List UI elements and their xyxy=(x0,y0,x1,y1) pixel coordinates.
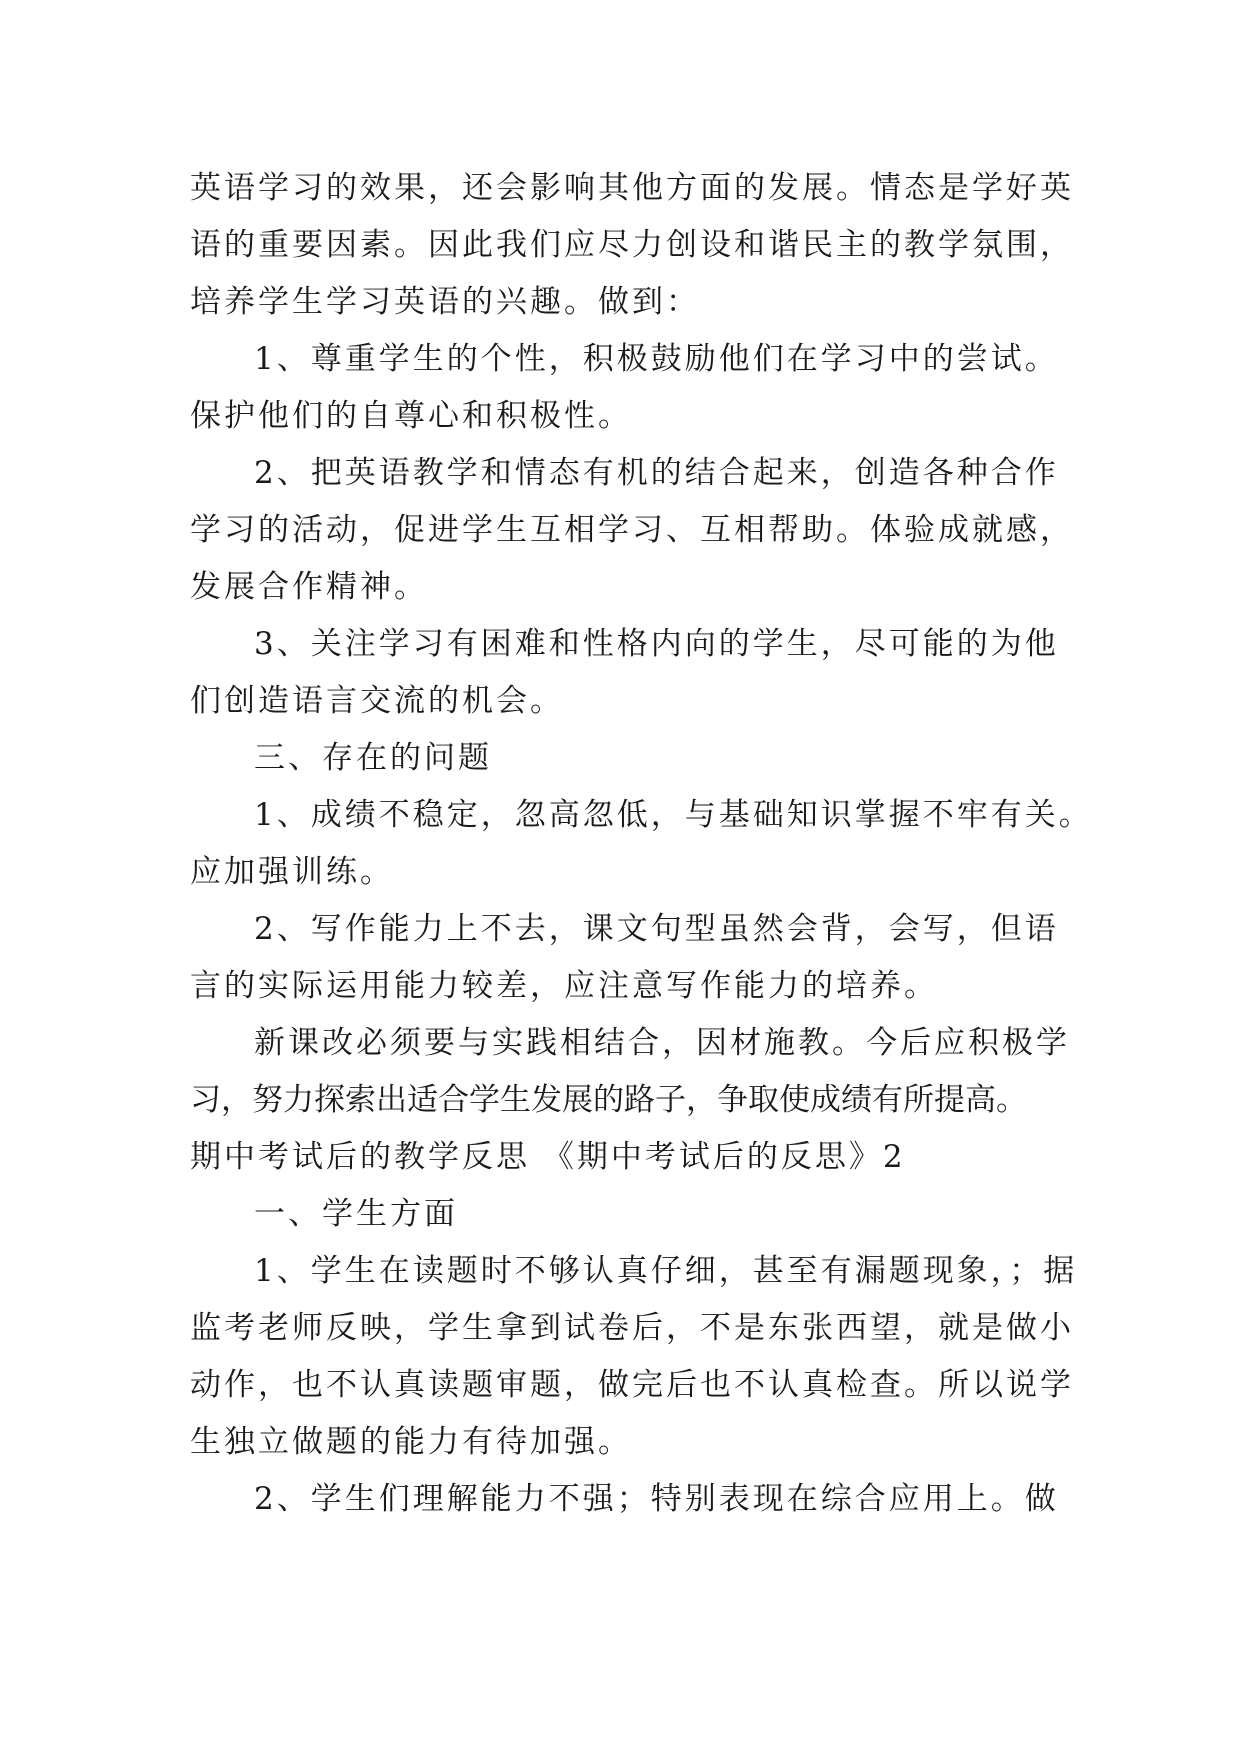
text-line: 言的实际运用能力较差，应注意写作能力的培养。 xyxy=(190,968,938,1004)
text-line: 1、尊重学生的个性，积极鼓励他们在学习中的尝试。 xyxy=(254,341,1059,377)
text-line: 1、学生在读题时不够认真仔细，甚至有漏题现象，；据 xyxy=(254,1253,1078,1289)
text-line: 保护他们的自尊心和积极性。 xyxy=(190,398,632,434)
text-line: 生独立做题的能力有待加强。 xyxy=(190,1424,632,1460)
text-line: 习，努力探索出适合学生发展的路子，争取使成绩有所提高。 xyxy=(190,1082,1027,1118)
section-heading: 三、存在的问题 xyxy=(254,740,492,776)
text-line: 培养学生学习英语的兴趣。做到： xyxy=(190,284,700,320)
text-line: 们创造语言交流的机会。 xyxy=(190,683,564,719)
text-line: 应加强训练。 xyxy=(190,854,394,890)
text-line: 新课改必须要与实践相结合，因材施教。今后应积极学 xyxy=(254,1025,1070,1061)
text-line: 学习的活动，促进学生互相学习、互相帮助。体验成就感， xyxy=(190,512,1074,548)
text-line: 语的重要因素。因此我们应尽力创设和谐民主的教学氛围， xyxy=(190,227,1074,263)
text-line: 2、把英语教学和情态有机的结合起来，创造各种合作 xyxy=(254,455,1059,491)
text-line: 2、写作能力上不去，课文句型虽然会背，会写，但语 xyxy=(254,911,1059,947)
text-line: 英语学习的效果，还会影响其他方面的发展。情态是学好英 xyxy=(190,170,1074,206)
text-line: 1、成绩不稳定，忽高忽低，与基础知识掌握不牢有关。 xyxy=(254,797,1093,833)
text-line: 发展合作精神。 xyxy=(190,569,428,605)
text-line: 动作，也不认真读题审题，做完后也不认真检查。所以说学 xyxy=(190,1367,1074,1403)
text-line: 3、关注学习有困难和性格内向的学生，尽可能的为他 xyxy=(254,626,1059,662)
text-line: 2、学生们理解能力不强；特别表现在综合应用上。做 xyxy=(254,1481,1059,1517)
body-text xyxy=(190,160,1093,1528)
section-heading: 一、学生方面 xyxy=(254,1196,458,1232)
text-line: 监考老师反映，学生拿到试卷后，不是东张西望，就是做小 xyxy=(190,1310,1074,1346)
document-title: 期中考试后的教学反思 《期中考试后的反思》2 xyxy=(190,1139,906,1175)
